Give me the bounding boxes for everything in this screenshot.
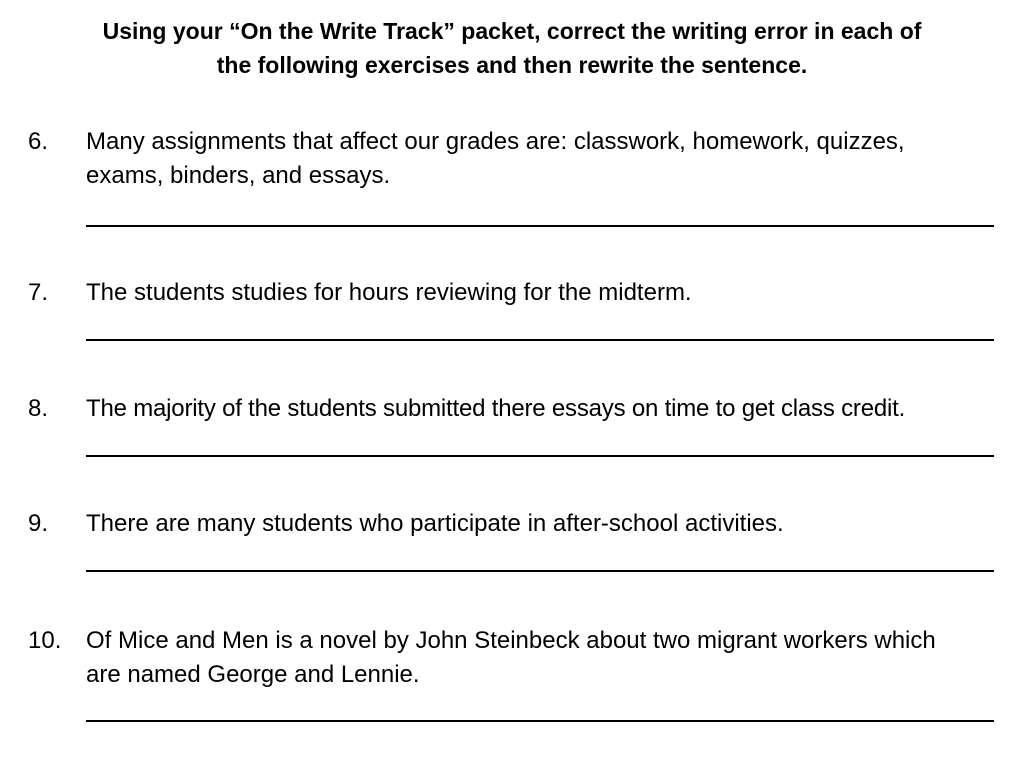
exercise-number: 7. [28, 279, 49, 306]
exercise-sentence: Many assignments that affect our grades are: classwork, homework, quizzes, exams, binders, and essays. [86, 128, 905, 189]
instructions-line-2: the following exercises and then rewrite the sentence. [216, 52, 808, 78]
answer-line [86, 570, 994, 572]
answer-line [86, 455, 994, 457]
exercise-sentence: Of Mice and Men is a novel by John Steinbeck about two migrant workers which are named George and Lennie. [86, 627, 936, 688]
exercise-sentence: The majority of the students submitted there essays on time to get class credit. [86, 395, 906, 422]
instructions-line-1: Using your “On the Write Track” packet, correct the writing error in each of [102, 18, 922, 44]
exercise-sentence: The students studies for hours reviewing for the midterm. [86, 279, 692, 306]
answer-line [86, 720, 994, 722]
answer-line [86, 339, 994, 341]
exercise-sentence: There are many students who participate in after-school activities. [86, 510, 784, 537]
answer-line [86, 225, 994, 227]
instructions-heading [60, 14, 964, 82]
exercise-number: 9. [28, 510, 49, 537]
exercise-number: 10. [28, 627, 62, 654]
exercise-number: 8. [28, 395, 49, 422]
exercise-number: 6. [28, 128, 49, 155]
